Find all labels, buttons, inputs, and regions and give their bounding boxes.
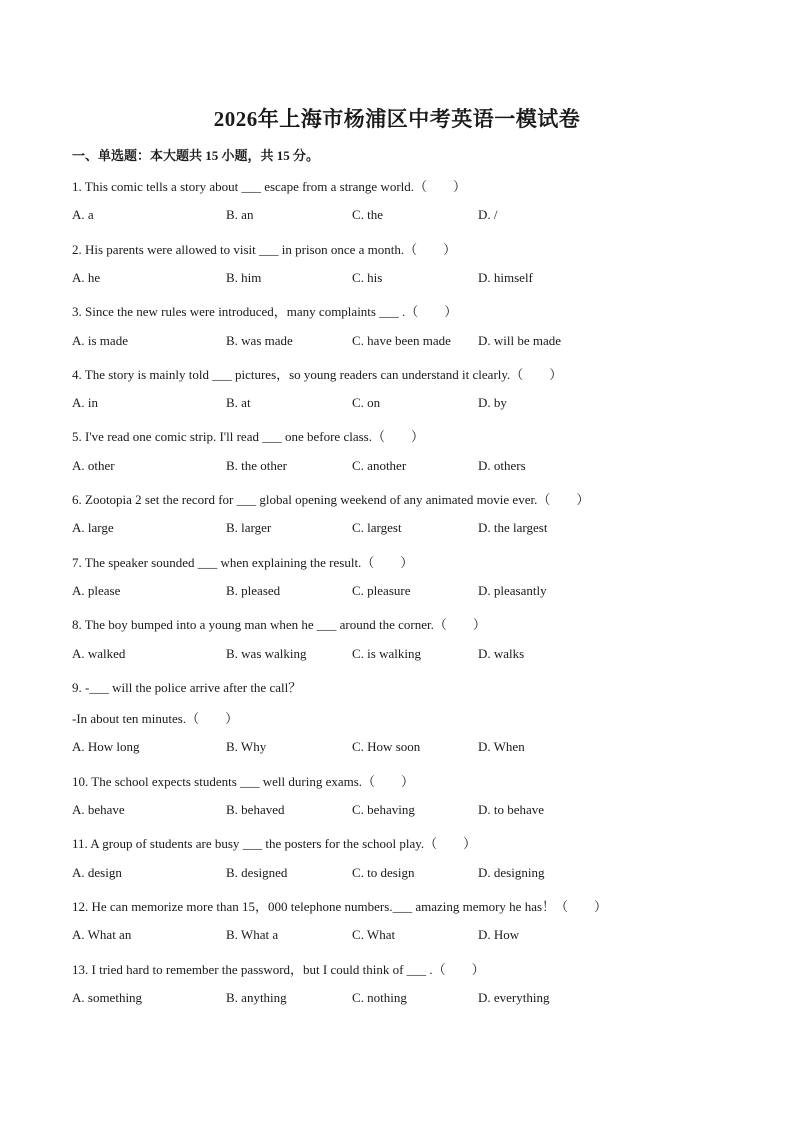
answer-option[interactable]: C. nothing <box>352 989 407 1005</box>
answer-option[interactable]: B. pleased <box>226 582 281 598</box>
answer-option[interactable]: B. the other <box>226 457 288 473</box>
question-stem: 3. Since the new rules were introduced，many complaints ___ .（ ） <box>72 304 458 320</box>
answer-option[interactable]: C. another <box>352 457 407 473</box>
answer-option[interactable]: B. him <box>226 269 262 285</box>
answer-option[interactable]: D. others <box>478 457 526 473</box>
answer-option[interactable]: D. designing <box>478 864 545 880</box>
answer-option[interactable]: D. the largest <box>478 520 548 536</box>
answer-option[interactable]: C. on <box>352 395 381 411</box>
page-title: 2026年上海市杨浦区中考英语一模试卷 <box>213 107 581 131</box>
answer-option[interactable]: A. please <box>72 582 121 598</box>
answer-option[interactable]: C. to design <box>352 864 415 880</box>
answer-option[interactable]: B. an <box>226 207 254 223</box>
answer-option[interactable]: A. design <box>72 864 122 880</box>
answer-option[interactable]: D. everything <box>478 989 550 1005</box>
answer-option[interactable]: C. pleasure <box>352 582 411 598</box>
answer-option[interactable]: A. What an <box>72 927 132 943</box>
question-stem: 4. The story is mainly told ___ pictures，so young readers can understand it clearly.（ ） <box>72 366 563 382</box>
answer-option[interactable]: D. by <box>478 395 507 411</box>
section-heading: 一、单选题：本大题共 15 小题，共 15 分。 <box>72 148 320 163</box>
answer-option[interactable]: C. behaving <box>352 802 415 817</box>
answer-option[interactable]: A. large <box>72 520 114 536</box>
answer-option[interactable]: B. was made <box>226 332 293 348</box>
answer-option[interactable]: D. When <box>478 739 525 755</box>
answer-option[interactable]: A. in <box>72 395 98 411</box>
answer-option[interactable]: C. What <box>352 927 396 943</box>
answer-option[interactable]: D. How <box>478 927 520 943</box>
answer-option[interactable]: C. his <box>352 269 383 285</box>
question-stem: 5. I've read one comic strip. I'll read ___ one before class.（ ） <box>72 429 424 445</box>
answer-option[interactable]: B. behaved <box>226 802 285 817</box>
answer-option[interactable]: B. designed <box>226 864 288 880</box>
answer-option[interactable]: D. to behave <box>478 802 545 817</box>
answer-option[interactable]: D. himself <box>478 269 533 285</box>
answer-option[interactable]: D. pleasantly <box>478 582 547 598</box>
answer-option[interactable]: D. walks <box>478 645 525 661</box>
answer-option[interactable]: A. is made <box>72 332 128 348</box>
answer-option[interactable]: C. the <box>352 207 384 223</box>
answer-option[interactable]: A. he <box>72 269 101 285</box>
question-stem: 7. The speaker sounded ___ when explaining the result.（ ） <box>72 554 414 570</box>
answer-option[interactable]: B. larger <box>226 520 272 536</box>
answer-option[interactable]: C. have been made <box>352 332 451 348</box>
answer-option[interactable]: D. will be made <box>478 332 562 348</box>
answer-option[interactable]: A. other <box>72 457 115 473</box>
question-stem: -In about ten minutes.（ ） <box>72 711 239 727</box>
answer-option[interactable]: A. behave <box>72 802 125 817</box>
answer-option[interactable]: A. How long <box>72 739 140 755</box>
question-stem: 2. His parents were allowed to visit ___ in prison once a month.（ ） <box>72 241 457 257</box>
question-stem: 9. -___ will the police arrive after the call？ <box>72 679 302 695</box>
question-stem: 12. He can memorize more than 15，000 telephone numbers.___ amazing memory he has！（ ） <box>72 898 608 914</box>
answer-option[interactable]: A. a <box>72 207 94 223</box>
answer-option[interactable]: C. largest <box>352 520 402 536</box>
answer-option[interactable]: A. something <box>72 989 143 1005</box>
answer-option[interactable]: B. was walking <box>226 645 307 661</box>
answer-option[interactable]: A. walked <box>72 645 126 661</box>
answer-option[interactable]: C. is walking <box>352 645 421 661</box>
answer-option[interactable]: B. anything <box>226 989 287 1005</box>
answer-option[interactable]: C. How soon <box>352 739 421 755</box>
answer-option[interactable]: B. Why <box>226 739 267 755</box>
question-stem: 1. This comic tells a story about ___ escape from a strange world.（ ） <box>72 179 467 194</box>
answer-option[interactable]: D. / <box>478 207 498 223</box>
answer-option[interactable]: B. at <box>226 395 251 411</box>
question-stem: 13. I tried hard to remember the password，but I could think of ___ .（ ） <box>72 961 485 977</box>
question-stem: 10. The school expects students ___ well during exams.（ ） <box>72 773 415 789</box>
question-stem: 8. The boy bumped into a young man when he ___ around the corner.（ ） <box>72 617 486 633</box>
question-stem: 11. A group of students are busy ___ the posters for the school play.（ ） <box>72 836 477 852</box>
answer-option[interactable]: B. What a <box>226 927 279 943</box>
question-stem: 6. Zootopia 2 set the record for ___ global opening weekend of any animated movie ever.（ ） <box>72 492 590 507</box>
